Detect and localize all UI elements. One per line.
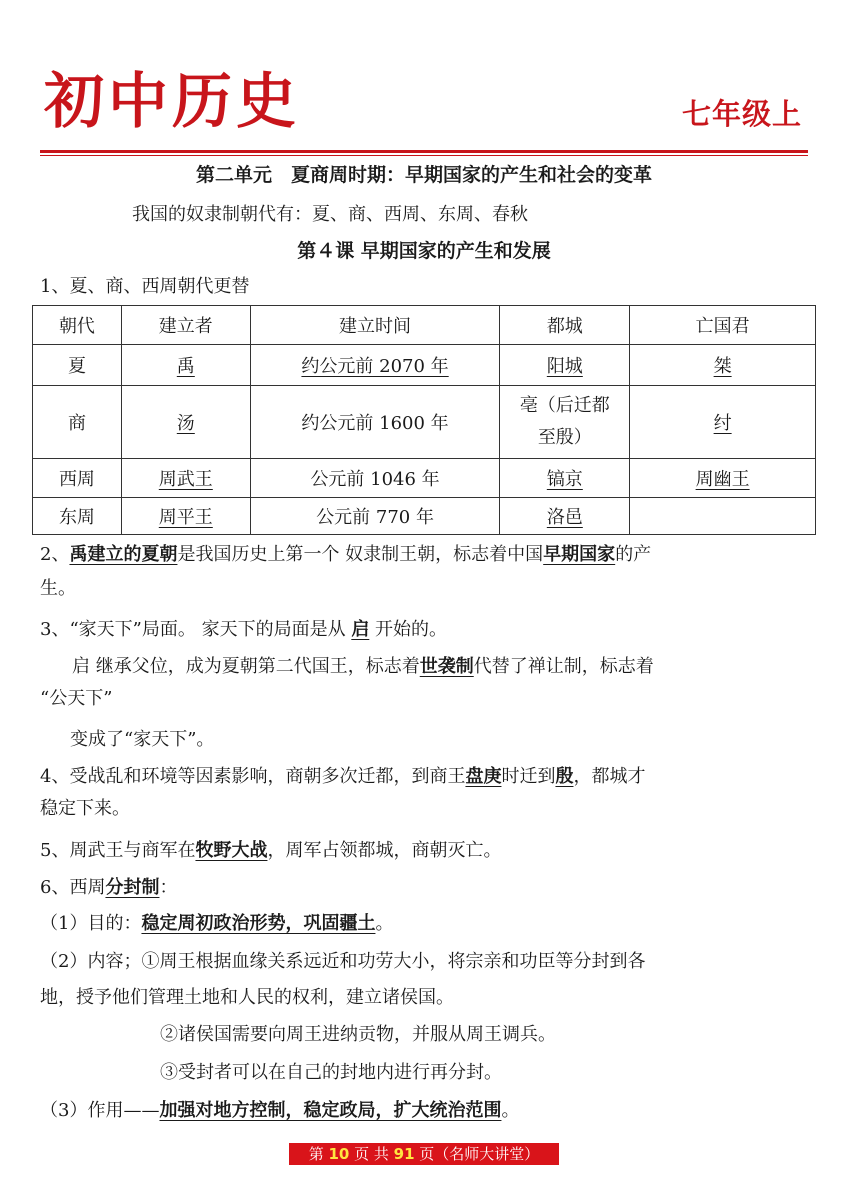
time-text: 公元前 1046 年 [310, 469, 440, 490]
item-6-heading [40, 875, 177, 901]
capital-text: 阳城 [546, 356, 583, 377]
founder-text: 周平王 [158, 507, 213, 528]
table-row [33, 345, 816, 386]
page-title: 初中历史 [44, 67, 300, 137]
capital-cell [500, 498, 630, 535]
key-term: 分封制 [105, 877, 160, 898]
header-divider-thin [40, 155, 808, 156]
item-6-content-line2: 地，授予他们管理土地和人民的权利，建立诸侯国。 [40, 987, 454, 1008]
body-text: （3）作用—— [40, 1100, 160, 1121]
header-divider [40, 150, 808, 153]
item-2-line1 [40, 542, 651, 568]
dynasty-cell: 东周 [33, 498, 122, 535]
footer-text: 页 共 [349, 1145, 394, 1163]
founder-cell [121, 498, 250, 535]
dynasty-table [32, 305, 816, 535]
founder-cell [121, 386, 250, 459]
item-6-purpose [40, 911, 393, 937]
body-text: 启 继承父位，成为夏朝第二代国王，标志着 [72, 656, 420, 677]
grade-label: 七年级上 [681, 97, 802, 131]
body-text: 6、西周 [40, 877, 106, 898]
key-term: 盘庚 [465, 766, 502, 787]
lesson-title: 第４课 早期国家的产生和发展 [297, 240, 551, 262]
capital-text-line1: 亳（后迁都 [519, 395, 610, 416]
footer-text: 页（名师大讲堂） [414, 1145, 540, 1163]
capital-cell [500, 386, 630, 459]
item-4-line1 [40, 764, 645, 790]
item-5 [40, 838, 501, 864]
page-number: 10 [328, 1145, 350, 1163]
header-cell: 建立时间 [250, 306, 500, 345]
item-3-line1 [40, 617, 447, 643]
time-cell [250, 498, 500, 535]
header-cell: 都城 [500, 306, 630, 345]
key-term: 加强对地方控制，稳定政局，扩大统治范围 [159, 1100, 502, 1121]
body-text: 4、受战乱和环境等因素影响，商朝多次迁都，到商王 [40, 766, 466, 787]
time-cell [250, 345, 500, 386]
last-ruler-cell [630, 386, 816, 459]
key-term: 牧野大战 [195, 840, 268, 861]
time-text: 公元前 770 年 [316, 507, 434, 528]
body-text: 。 [375, 913, 394, 934]
page-footer [289, 1143, 559, 1165]
table-row [33, 459, 816, 498]
last-ruler-text: 桀 [713, 356, 732, 377]
time-text: 约公元前 1600 年 [301, 413, 449, 434]
item-number: 2、 [40, 544, 70, 565]
capital-text: 镐京 [546, 469, 583, 490]
item-6-content-line1: （2）内容；①周王根据血缘关系远近和功劳大小，将宗亲和功臣等分封到各 [40, 951, 646, 972]
last-ruler-text: 周幽王 [695, 469, 750, 490]
body-text: ： [159, 877, 178, 898]
body-text: ，都城才 [573, 766, 646, 787]
dynasty-cell: 西周 [33, 459, 122, 498]
page-total: 91 [393, 1145, 415, 1163]
body-text: 时迁到 [501, 766, 556, 787]
dynasty-cell: 商 [33, 386, 122, 459]
item-3-line4: 变成了“家天下”。 [70, 729, 215, 750]
header-cell: 亡国君 [630, 306, 816, 345]
item-6-content-line3: ②诸侯国需要向周王进纳贡物，并服从周王调兵。 [160, 1024, 556, 1045]
key-term: 殷 [555, 766, 574, 787]
footer-text: 第 [308, 1145, 329, 1163]
founder-text: 周武王 [158, 469, 213, 490]
table-row [33, 386, 816, 459]
time-cell [250, 386, 500, 459]
founder-text: 禹 [176, 356, 195, 377]
founder-cell [121, 345, 250, 386]
capital-text: 洛邑 [546, 507, 583, 528]
unit-title: 第二单元 夏商周时期：早期国家的产生和社会的变革 [195, 164, 652, 186]
key-term: 禹建立的夏朝 [69, 544, 178, 565]
last-ruler-text: 纣 [713, 413, 732, 434]
key-term: 早期国家 [543, 544, 616, 565]
item-4-line2: 稳定下来。 [40, 798, 130, 819]
item-6-content-line4: ③受封者可以在自己的封地内进行再分封。 [160, 1062, 502, 1083]
key-term: 稳定周初政治形势，巩固疆土 [141, 913, 376, 934]
body-text: ，周军占领都城，商朝灭亡。 [267, 840, 502, 861]
key-term: 世袭制 [419, 656, 474, 677]
founder-text: 汤 [176, 413, 195, 434]
unit-subtitle: 我国的奴隶制朝代有：夏、商、西周、东周、春秋 [132, 204, 528, 225]
last-ruler-cell [630, 459, 816, 498]
last-ruler-cell [630, 345, 816, 386]
table-row [33, 498, 816, 535]
body-text: 5、周武王与商军在 [40, 840, 196, 861]
capital-cell [500, 459, 630, 498]
time-cell [250, 459, 500, 498]
body-text: 。 [501, 1100, 520, 1121]
last-ruler-cell [630, 498, 816, 535]
item-3-line2 [72, 654, 654, 680]
time-text: 约公元前 2070 年 [301, 356, 449, 377]
capital-cell [500, 345, 630, 386]
item-2-line2: 生。 [40, 578, 76, 599]
key-term: 启 [351, 619, 370, 640]
body-text: 的产 [615, 544, 652, 565]
item-3-line3: “公天下” [40, 688, 113, 709]
header-cell: 朝代 [33, 306, 122, 345]
body-text: 开始的。 [369, 619, 448, 640]
body-text: 是我国历史上第一个 奴隶制王朝，标志着中国 [177, 544, 544, 565]
capital-text-line2: 至殷） [537, 427, 592, 448]
header-cell: 建立者 [121, 306, 250, 345]
item-6-effect [40, 1098, 519, 1124]
dynasty-cell: 夏 [33, 345, 122, 386]
body-text: 代替了禅让制，标志着 [473, 656, 654, 677]
section-heading: 1、夏、商、西周朝代更替 [40, 276, 250, 297]
body-text: 3、“家天下”局面。 家天下的局面是从 [40, 619, 352, 640]
body-text: （1）目的： [40, 913, 142, 934]
founder-cell [121, 459, 250, 498]
table-header-row [33, 306, 816, 345]
